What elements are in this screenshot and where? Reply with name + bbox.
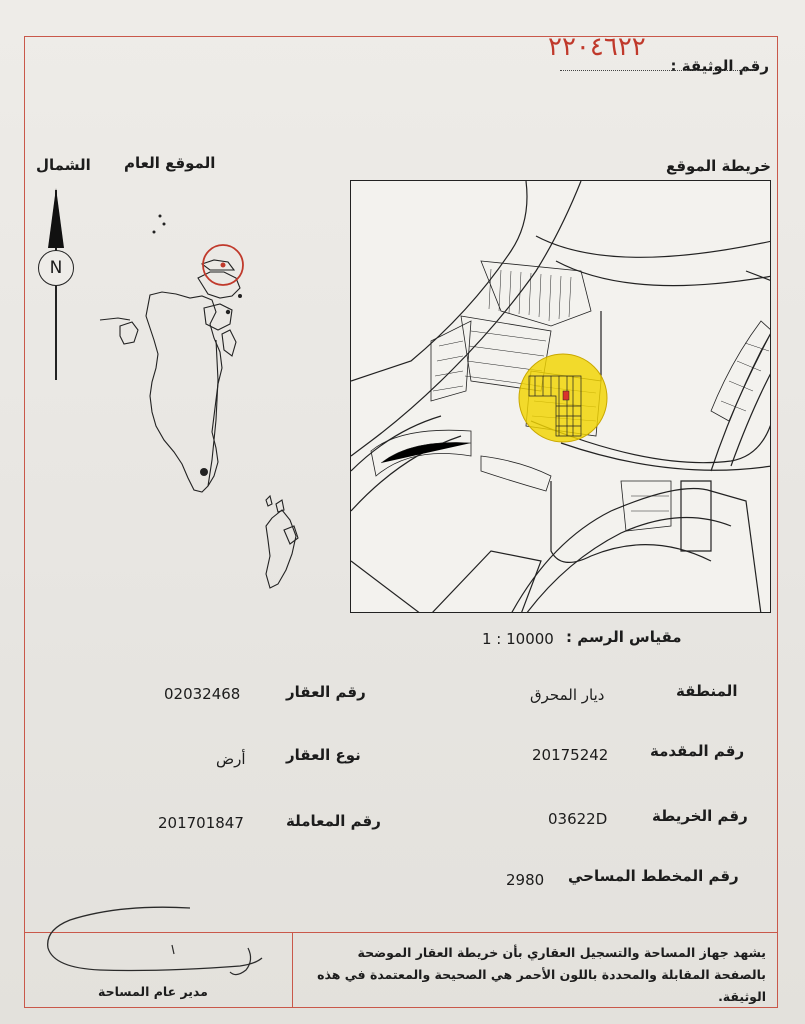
north-label: الشمال	[36, 156, 91, 174]
doc-number-dotted-line	[560, 70, 754, 71]
region-value: ديار المحرق	[530, 686, 605, 704]
curved-road-top-2	[556, 261, 771, 286]
coastal-road-south	[561, 443, 771, 470]
footer-divider	[292, 932, 293, 1008]
signature-image	[40, 900, 280, 990]
certification-text: يشهد جهاز المساحة والتسجيل العقاري بأن خريطة العقار الموضحة بالصفحة المقابلة والمحددة باللون الأحمر هي الصحيحة والمعتمدة في هذه الوثيقة.	[317, 945, 766, 1004]
submission-number-value: 20175242	[532, 746, 609, 764]
map-number-label: رقم الخريطة	[652, 807, 748, 825]
site-map-label: خريطة الموقع	[665, 157, 771, 175]
main-island-outline	[146, 292, 222, 492]
umm-nassan	[204, 304, 232, 330]
signatory-title: مدير عام المساحة	[98, 984, 208, 999]
west-coast-strip	[100, 318, 130, 320]
scale-value: 1 : 10000	[482, 630, 554, 648]
hawar-islet-2	[276, 500, 284, 512]
submission-number-label: رقم المقدمة	[650, 742, 745, 760]
lower-road-2	[511, 489, 761, 614]
west-coast-islet	[120, 322, 138, 344]
hawar-islands	[266, 510, 296, 588]
property-type-value: أرض	[216, 750, 246, 768]
site-map	[350, 180, 771, 613]
location-marker-dot	[221, 263, 226, 268]
lower-left-boundary	[351, 561, 421, 613]
hawar-islet-3	[266, 496, 272, 506]
right-road-1	[711, 331, 771, 471]
lower-road-1	[551, 481, 711, 562]
residential-strip-bottom	[481, 456, 551, 491]
general-location-label: الموقع العام	[124, 154, 216, 172]
survey-plan-number-label: رقم المخطط المساحي	[568, 867, 739, 885]
lower-diagonal	[431, 551, 541, 613]
region-label: المنطقة	[676, 682, 738, 700]
residential-strip-right	[711, 321, 771, 421]
eastern-coast-line	[208, 340, 218, 486]
north-compass-icon: N	[38, 250, 74, 286]
north-arrow-icon	[48, 188, 64, 248]
doc-number-handwritten: ٢٢٠٤٦٢٢	[548, 32, 646, 62]
lower-road-3	[526, 517, 731, 613]
right-road-2	[731, 371, 771, 466]
lower-right-block	[681, 481, 711, 551]
sitra	[222, 330, 236, 356]
curved-road-top	[536, 236, 771, 257]
scale-label: مقياس الرسم :	[566, 628, 682, 646]
map-number-value: 03622D	[548, 810, 608, 828]
property-number-label: رقم العقار	[286, 683, 366, 701]
transaction-number-value: 201701847	[158, 814, 244, 832]
doc-number-label: رقم الوثيقة :	[670, 57, 769, 75]
survey-plan-number-value: 2980	[506, 871, 545, 889]
subject-parcel	[563, 391, 569, 400]
site-map-drawing	[351, 181, 771, 613]
general-location-map	[90, 200, 320, 600]
property-type-label: نوع العقار	[286, 746, 361, 764]
northern-reclaimed-islands	[202, 260, 234, 270]
transaction-number-label: رقم المعاملة	[286, 812, 381, 830]
property-number-value: 02032468	[164, 685, 241, 703]
